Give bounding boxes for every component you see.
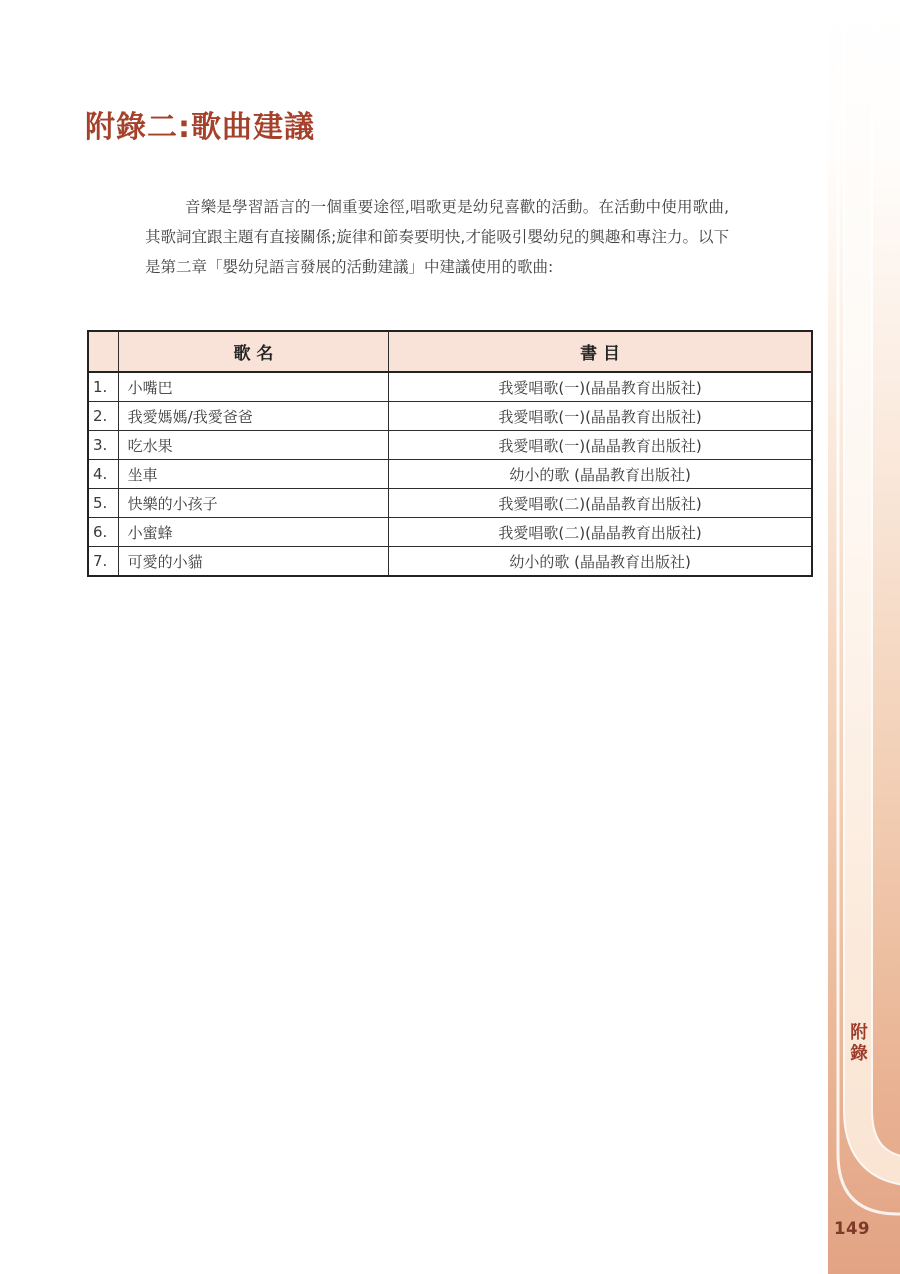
song-suggestion-table <box>87 330 813 577</box>
book-title: 我愛唱歌(二)(晶晶教育出版社) <box>389 489 812 518</box>
header-cell-number <box>88 331 118 372</box>
header-cell-book: 書 目 <box>389 331 812 372</box>
song-name: 吃水果 <box>118 431 388 460</box>
song-name: 小蜜蜂 <box>118 518 388 547</box>
page-title: 附錄二:歌曲建議 <box>85 110 315 146</box>
intro-paragraph: 音樂是學習語言的一個重要途徑,唱歌更是幼兒喜歡的活動。在活動中使用歌曲,其歌詞宜跟主題有直接關係;旋律和節奏要明快,才能吸引嬰幼兒的興趣和專注力。以下是第二章「嬰幼兒語言發展的活動建議」中建議使用的歌曲: <box>145 197 729 276</box>
table-row <box>88 372 812 402</box>
table-row <box>88 547 812 577</box>
song-number: 2. <box>88 402 118 431</box>
book-title: 我愛唱歌(一)(晶晶教育出版社) <box>389 402 812 431</box>
book-title: 幼小的歌 (晶晶教育出版社) <box>389 460 812 489</box>
book-title: 我愛唱歌(二)(晶晶教育出版社) <box>389 518 812 547</box>
table-row <box>88 460 812 489</box>
song-number: 4. <box>88 460 118 489</box>
table-row <box>88 431 812 460</box>
appendix-side-tab: 附錄 <box>850 1023 868 1064</box>
song-number: 1. <box>88 372 118 402</box>
page-number: 149 <box>834 1219 870 1238</box>
table-header-row <box>88 331 812 372</box>
page-edge-decoration <box>828 0 900 1274</box>
song-number: 7. <box>88 547 118 577</box>
song-name: 小嘴巴 <box>118 372 388 402</box>
table-row <box>88 402 812 431</box>
song-number: 3. <box>88 431 118 460</box>
book-title: 我愛唱歌(一)(晶晶教育出版社) <box>389 372 812 402</box>
song-number: 6. <box>88 518 118 547</box>
table-row <box>88 518 812 547</box>
book-title: 我愛唱歌(一)(晶晶教育出版社) <box>389 431 812 460</box>
book-title: 幼小的歌 (晶晶教育出版社) <box>389 547 812 577</box>
song-name: 我愛媽媽/我愛爸爸 <box>118 402 388 431</box>
song-name: 快樂的小孩子 <box>118 489 388 518</box>
song-name: 坐車 <box>118 460 388 489</box>
song-number: 5. <box>88 489 118 518</box>
header-cell-song: 歌 名 <box>118 331 388 372</box>
table-row <box>88 489 812 518</box>
song-name: 可愛的小貓 <box>118 547 388 577</box>
